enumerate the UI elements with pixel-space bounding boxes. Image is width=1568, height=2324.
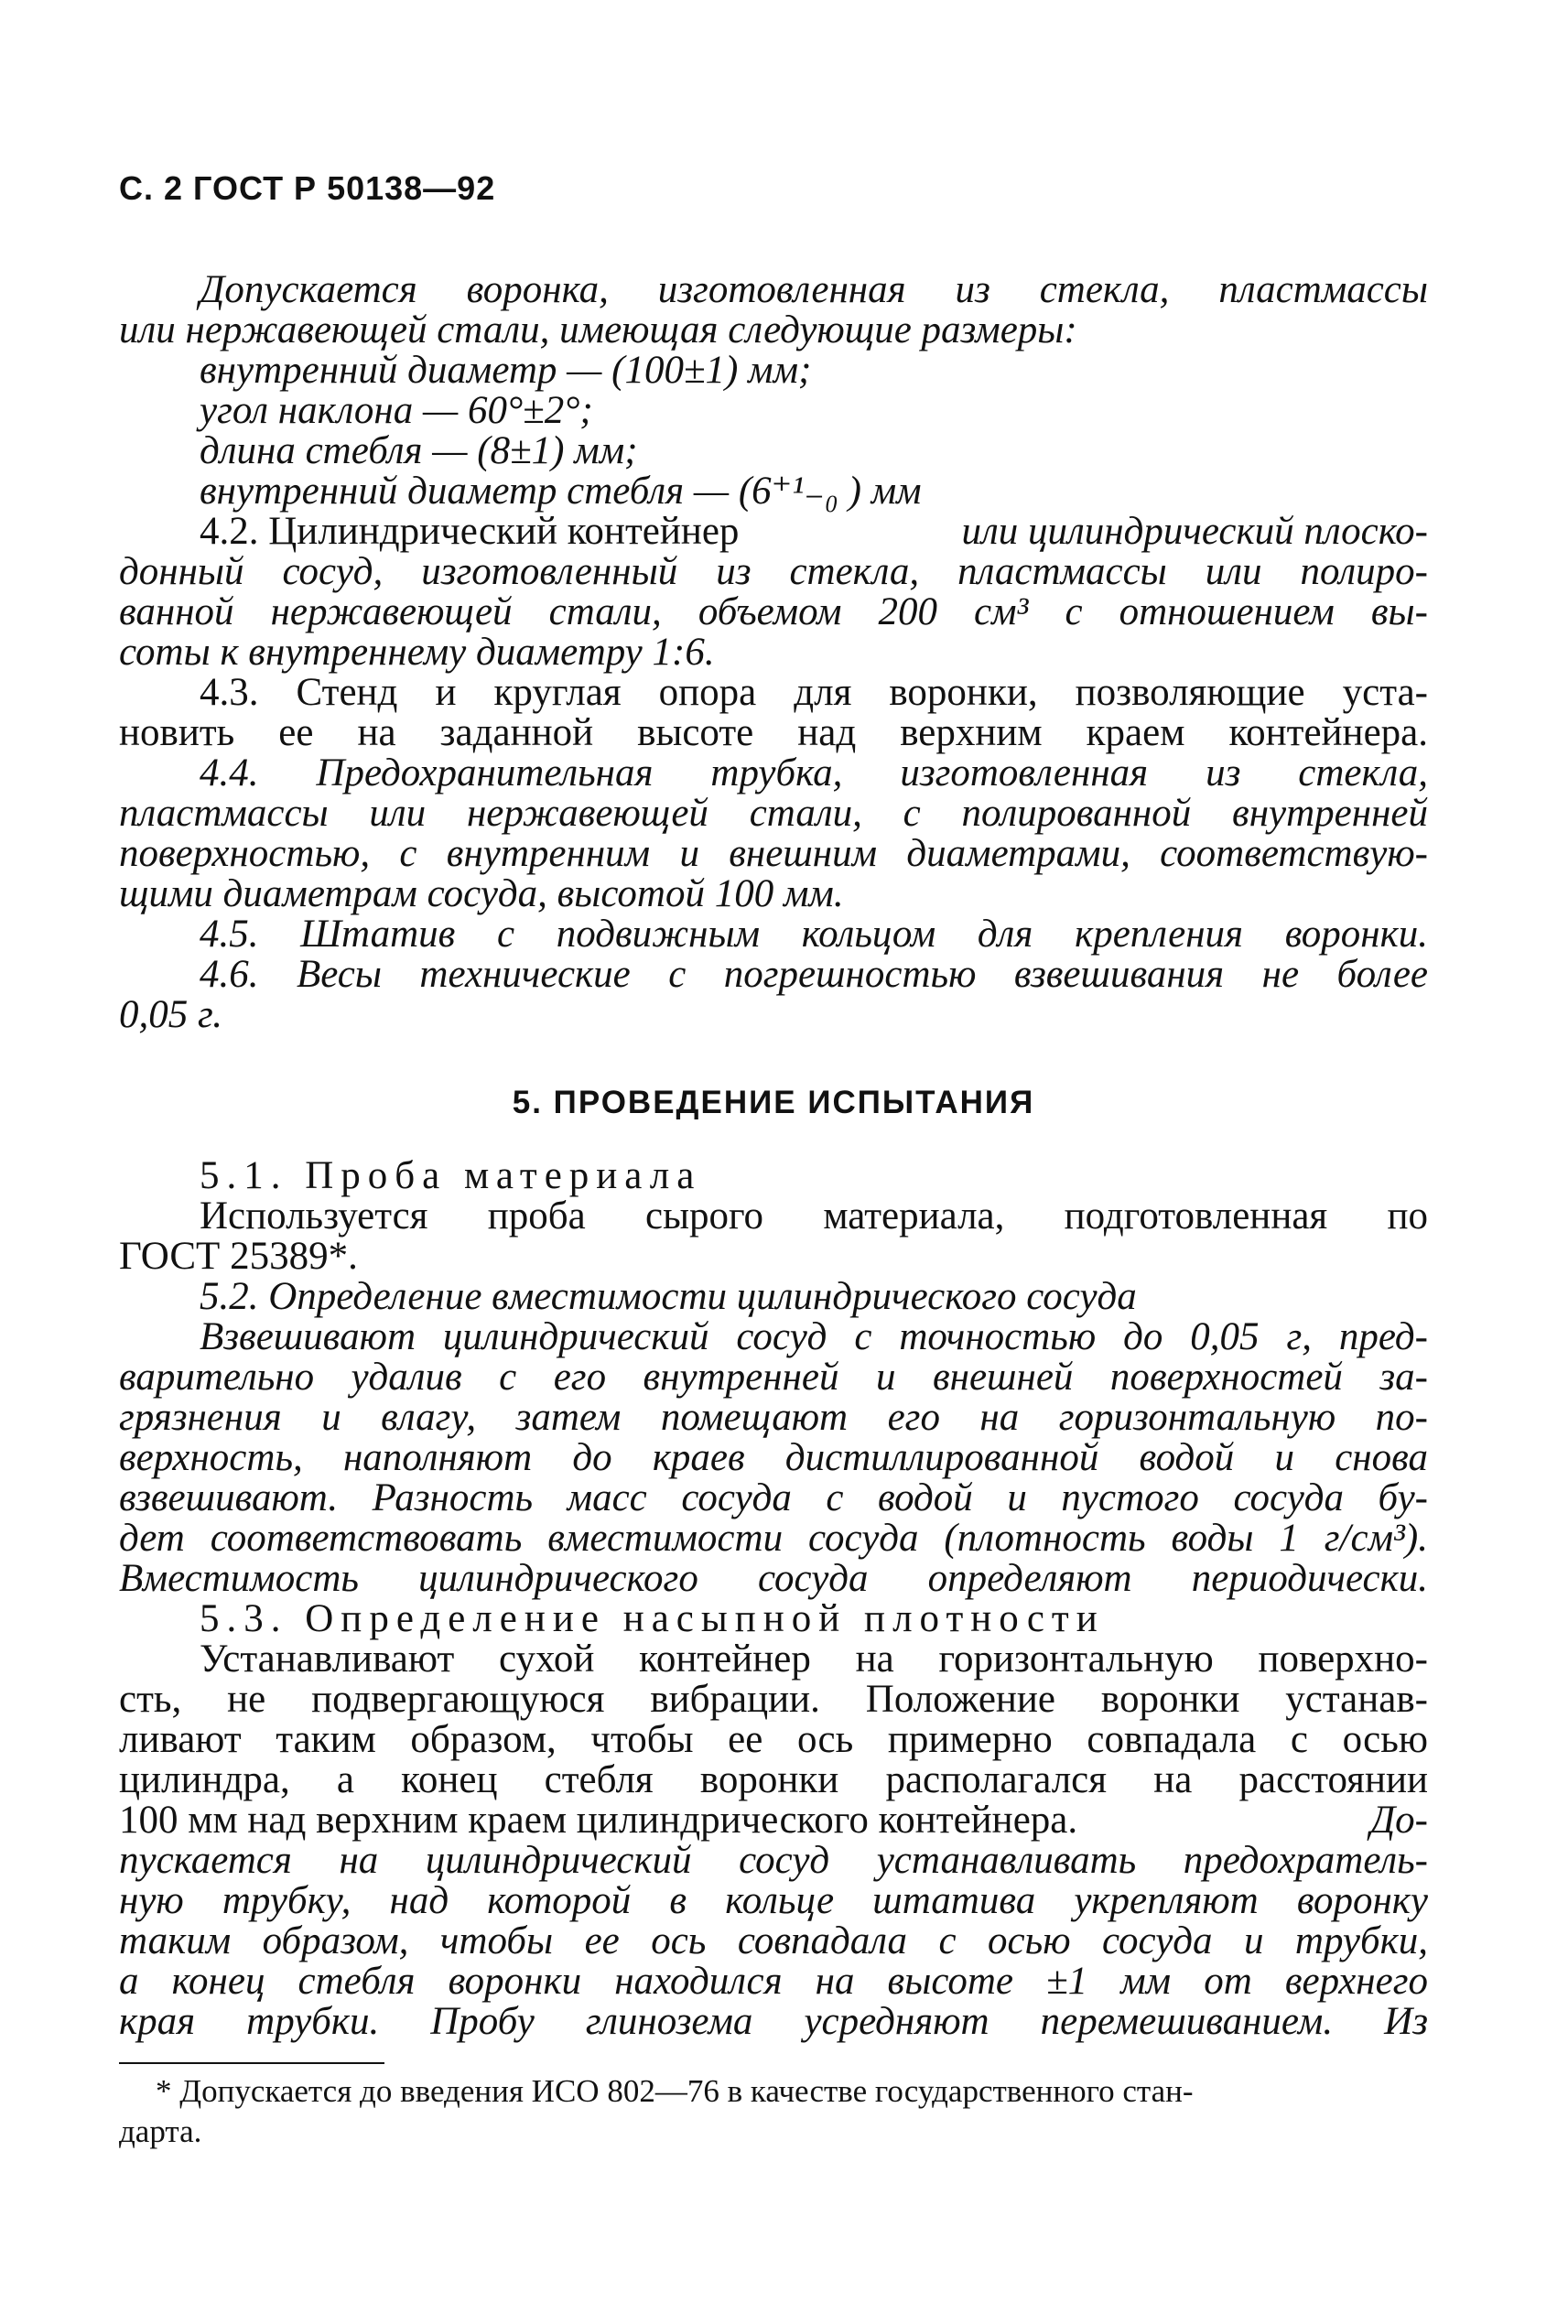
text-line: ную трубку, над которой в кольце штатива укрепляют воронку [119, 1879, 1428, 1922]
text-line: таким образом, чтобы ее ось совпадала с осью сосуда и трубки, [119, 1919, 1428, 1962]
text-line: угол наклона — 60°±2°; [200, 389, 593, 432]
subsection-heading: 5.1. Проба материала [200, 1154, 702, 1197]
text-line: 4.5. Штатив с подвижным кольцом для крепления воронки. [200, 913, 1428, 956]
text-line: дет соответствовать вместимости сосуда (плотность воды 1 г/см³). [119, 1517, 1428, 1560]
footnote: дарта. [119, 2113, 202, 2149]
text-line: 4.6. Весы технические с погрешностью взвешивания не более [200, 953, 1428, 996]
text-line: ГОСТ 25389*. [119, 1235, 358, 1278]
text-line: взвешивают. Разность масс сосуда с водой и пустого сосуда бу- [119, 1476, 1428, 1519]
text-line: Допускается воронка, изготовленная из стекла, пластмассы [200, 268, 1428, 311]
text-line: поверхностью, с внутренним и внешним диаметрами, соответствую- [119, 832, 1428, 875]
text-line: щими диаметрам сосуда, высотой 100 мм. [119, 872, 844, 915]
text-line: донный сосуд, изготовленный из стекла, пластмассы или полиро- [119, 550, 1428, 593]
text-line: варительно удалив с его внутренней и внешней поверхностей за- [119, 1356, 1428, 1399]
text-line [119, 1800, 1428, 1841]
page-header: С. 2 ГОСТ Р 50138—92 [119, 169, 496, 207]
text-line: 0,05 г. [119, 993, 222, 1036]
text-line: длина стебля — (8±1) мм; [200, 429, 638, 472]
text-line [119, 512, 1428, 552]
document-page [119, 169, 1428, 2152]
text-line: Взвешивают цилиндрический сосуд с точностью до 0,05 г, пред- [200, 1315, 1428, 1358]
text-line: Вместимость цилиндрического сосуда определяют периодически. [119, 1557, 1428, 1600]
text-line: 4.3. Стенд и круглая опора для воронки, позволяющие уста- [200, 671, 1428, 714]
text-line: верхность, наполняют до краев дистиллированной водой и снова [119, 1436, 1428, 1479]
section-title: 5. ПРОВЕДЕНИЕ ИСПЫТАНИЯ [512, 1085, 1035, 1120]
text-line: а конец стебля воронки находился на высоте ±1 мм от верхнего [119, 1960, 1428, 2003]
text-segment: 100 мм над верхним краем цилиндрического контейнера. [119, 1799, 1078, 1842]
text-line: сть, не подвергающуюся вибрации. Положение воронки устанав- [119, 1678, 1428, 1721]
text-segment: 4.2. Цилиндрический контейнер [200, 510, 740, 553]
text-line: Устанавливают сухой контейнер на горизонтальную поверхно- [200, 1638, 1428, 1681]
text-line: внутренний диаметр стебля — (6⁺¹₋₀ ) мм [200, 470, 922, 513]
text-segment: или цилиндрический плоско- [961, 510, 1428, 553]
text-line: края трубки. Пробу глинозема усредняют перемешиванием. Из [119, 2000, 1428, 2043]
text-line: пускается на цилиндрический сосуд устанавливать предохратель- [119, 1839, 1428, 1882]
subsection-heading: 5.2. Определение вместимости цилиндрического сосуда [200, 1275, 1137, 1318]
subsection-heading: 5.3. Определение насыпной плотности [200, 1597, 1105, 1640]
text-line: новить ее на заданной высоте над верхним краем контейнера. [119, 711, 1428, 754]
text-line: соты к внутреннему диаметру 1:6. [119, 631, 715, 674]
text-line: внутренний диаметр — (100±1) мм; [200, 349, 812, 392]
text-line: грязнения и влагу, затем помещают его на горизонтальную по- [119, 1396, 1428, 1439]
text-line: или нержавеющей стали, имеющая следующие размеры: [119, 308, 1077, 351]
footnote: * Допускается до введения ИСО 802—76 в качестве государственного стан- [156, 2073, 1194, 2109]
text-line: 4.4. Предохранительная трубка, изготовленная из стекла, [200, 751, 1428, 794]
text-line: ванной нержавеющей стали, объемом 200 см³ с отношением вы- [119, 590, 1428, 633]
text-line: пластмассы или нержавеющей стали, с полированной внутренней [119, 792, 1428, 835]
footnote-divider [119, 2062, 384, 2064]
text-line: цилиндра, а конец стебля воронки располагался на расстоянии [119, 1758, 1428, 1801]
text-segment: До- [1369, 1799, 1428, 1842]
text-line: ливают таким образом, чтобы ее ось примерно совпадала с осью [119, 1718, 1428, 1761]
text-line: Используется проба сырого материала, подготовленная по [200, 1194, 1428, 1238]
